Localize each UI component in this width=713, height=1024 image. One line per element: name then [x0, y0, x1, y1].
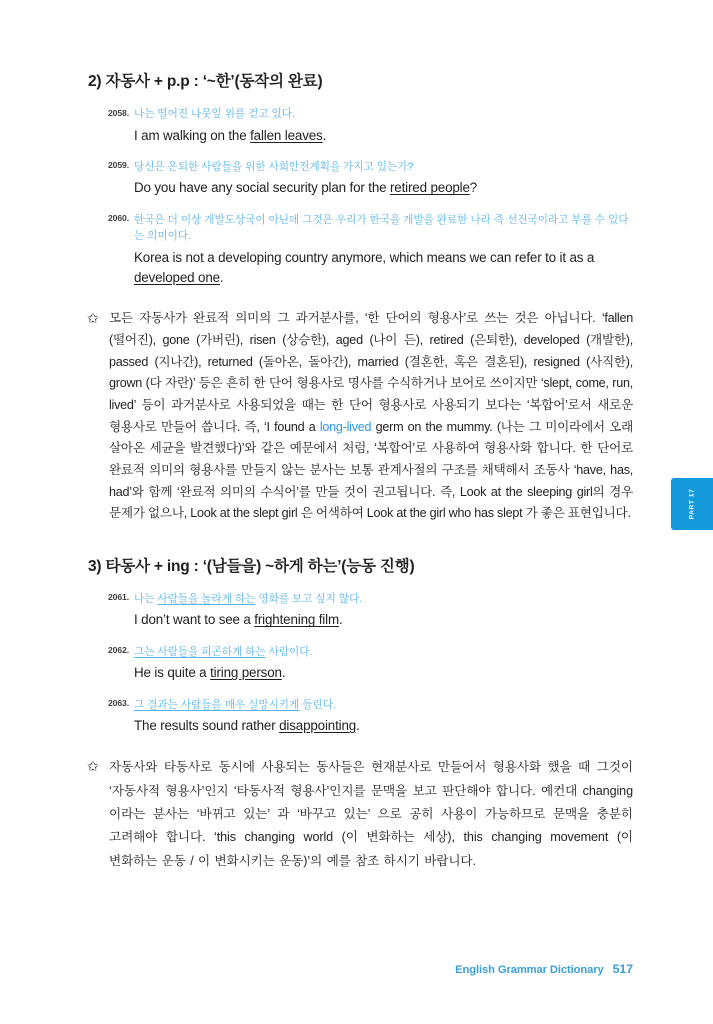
part-side-tab-label: PART 17 [688, 488, 696, 520]
footer-page-number: 517 [612, 962, 633, 976]
korean-text-suffix: 들린다. [299, 698, 336, 711]
example-english-line [108, 178, 633, 198]
korean-text-plain: 당신은 은퇴한 사람들을 위한 사회안전계획을 가지고 있는가? [134, 160, 414, 173]
example-item [108, 644, 633, 684]
example-number: 2059. [108, 160, 130, 171]
note-text-part-1: 자동사와 타동사로 동시에 사용되는 동사들은 현재분사로 만들어서 형용사화 했을 때 그것이 ‘자동사적 형용사’인지 ‘타동사적 형용사’인지를 문맥을 보고 판단해야 합니다. 예컨대 changing 이라는 분사는 ‘바뀌고 있는’ 과 ‘바꾸고 있는’ 으로 공히 사용이 가능하므로 문맥을 충분히 고려해야 합니다. ‘this changing world (이 변화하는 세상), this changing movement (이 변화하는 운동 / 이 변화시키는 운동)’의 예를 참조 하시기 바랍니다. [109, 760, 633, 868]
korean-text-underlined: 그는 사람들을 피곤하게 하는 [134, 645, 266, 658]
part-side-tab [671, 478, 713, 530]
example-number: 2063. [108, 698, 130, 709]
english-text-suffix: . [322, 127, 327, 143]
page-content [88, 72, 633, 873]
korean-text-prefix: 나는 [134, 592, 158, 605]
example-english-line [108, 248, 633, 289]
example-item [108, 212, 633, 289]
english-text-prefix: Do you have any social security plan for the [134, 180, 390, 196]
note-paragraph-section-3 [88, 756, 633, 872]
english-text-underlined: developed one [134, 269, 220, 285]
korean-text-plain: 한국은 더 이상 개발도상국이 아닌데 그것은 우리가 한국을 개발을 완료한 나라 즉 선진국이라고 부를 수 있다는 의미이다. [134, 213, 629, 243]
section-heading-2: 2) 자동사 + p.p : ‘~한’(동작의 완료) [88, 73, 323, 90]
example-item [108, 697, 633, 737]
english-text-underlined: disappointing [279, 717, 357, 733]
english-text-underlined: frightening film [254, 612, 339, 628]
korean-text-suffix: 사람이다. [265, 645, 313, 658]
example-item [108, 591, 633, 631]
example-korean-line [108, 212, 633, 245]
english-text-prefix: I am walking on the [134, 127, 251, 143]
section-heading-3: 3) 타동사 + ing : ‘(남들을) ~하게 하는’(능동 진행) [88, 557, 415, 575]
example-english-line [108, 126, 633, 146]
note-text-part-1: 모든 자동사가 완료적 의미의 그 과거분사를, ‘한 단어의 형용사’로 쓰는 것은 아닙니다. ‘fallen (떨어진), gone (가버린), risen (상승한), aged (나이 든), retired (은퇴한), developed (개발한), passed (지나간), returned (돌아온, 돌아간), married (결혼한, 혹은 결혼된), resigned (사직한), grown (다 자란)’ 등은 흔히 한 단어 형용사로 명사를 수식하거나 보어로 쓰이지만 ‘slept, come, run, lived’ 등이 과거분사로 사용되었을 때는 한 단어 형용사로 사용되기 보다는 ‘복합어’로서 새로운 형용사로 만들어 씁니다. 즉, ‘I found a [109, 311, 633, 434]
english-text-underlined: fallen leaves [250, 127, 323, 143]
example-korean-line [108, 644, 633, 660]
star-icon: ✩ [87, 758, 99, 775]
page-footer [0, 962, 633, 976]
star-icon: ✩ [87, 310, 99, 327]
footer-book-title: English Grammar Dictionary [455, 964, 604, 976]
example-list-section-2 [88, 106, 633, 288]
english-text-prefix: Korea is not a developing country anymore, which means we can refer to it as a [134, 249, 595, 265]
example-number: 2061. [108, 592, 130, 603]
example-item [108, 106, 633, 146]
note-paragraph-section-2 [88, 308, 633, 525]
english-text-suffix: . [281, 665, 286, 681]
example-korean-line [108, 106, 633, 122]
example-number: 2060. [108, 213, 130, 224]
korean-text-plain: 나는 떨어진 나뭇잎 위를 걷고 있다. [134, 108, 295, 121]
note-highlighted-term: long-lived [319, 419, 372, 434]
example-korean-line [108, 591, 633, 607]
english-text-prefix: The results sound rather [134, 717, 280, 733]
english-text-prefix: I don’t want to see a [134, 612, 255, 628]
note-text-part-2: germ on the mummy. (나는 그 미이라에서 오래 살아온 세균을 발견했다)’와 같은 예문에서 처럼, ‘복합어’로 사용하여 형용사화 합니다. 한 단어로 완료적 의미의 형용사를 만들지 않는 분사는 보통 관계사절의 구조를 채택해서 조동사 ‘have, has, had’와 함께 ‘완료적 의미의 수식어’를 만들 것이 권고됩니다. 즉, Look at the sleeping girl의 경우 문제가 없으나, Look at the slept girl 은 어색하여 Look at the girl who has slept 가 좋은 표현입니다. [109, 419, 633, 521]
english-text-suffix: . [219, 269, 224, 285]
english-text-underlined: retired people [390, 180, 470, 196]
english-text-suffix: . [356, 717, 360, 733]
example-list-section-3 [88, 591, 633, 736]
english-text-suffix: . [338, 612, 343, 628]
example-english-line [108, 610, 633, 630]
english-text-suffix: ? [469, 180, 478, 196]
english-text-prefix: He is quite a [134, 665, 211, 681]
example-item [108, 159, 633, 199]
example-korean-line [108, 159, 633, 175]
example-korean-line [108, 697, 633, 713]
example-number: 2062. [108, 645, 130, 656]
example-english-line [108, 663, 633, 683]
english-text-underlined: tiring person [210, 665, 282, 681]
korean-text-suffix: 영화를 보고 싶지 않다. [255, 592, 363, 605]
example-number: 2058. [108, 107, 130, 118]
korean-text-underlined: 그 결과는 사람들을 매우 실망시키게 [134, 698, 300, 711]
korean-text-underlined: 사람들을 놀라게 하는 [157, 592, 256, 605]
example-english-line [108, 716, 633, 736]
